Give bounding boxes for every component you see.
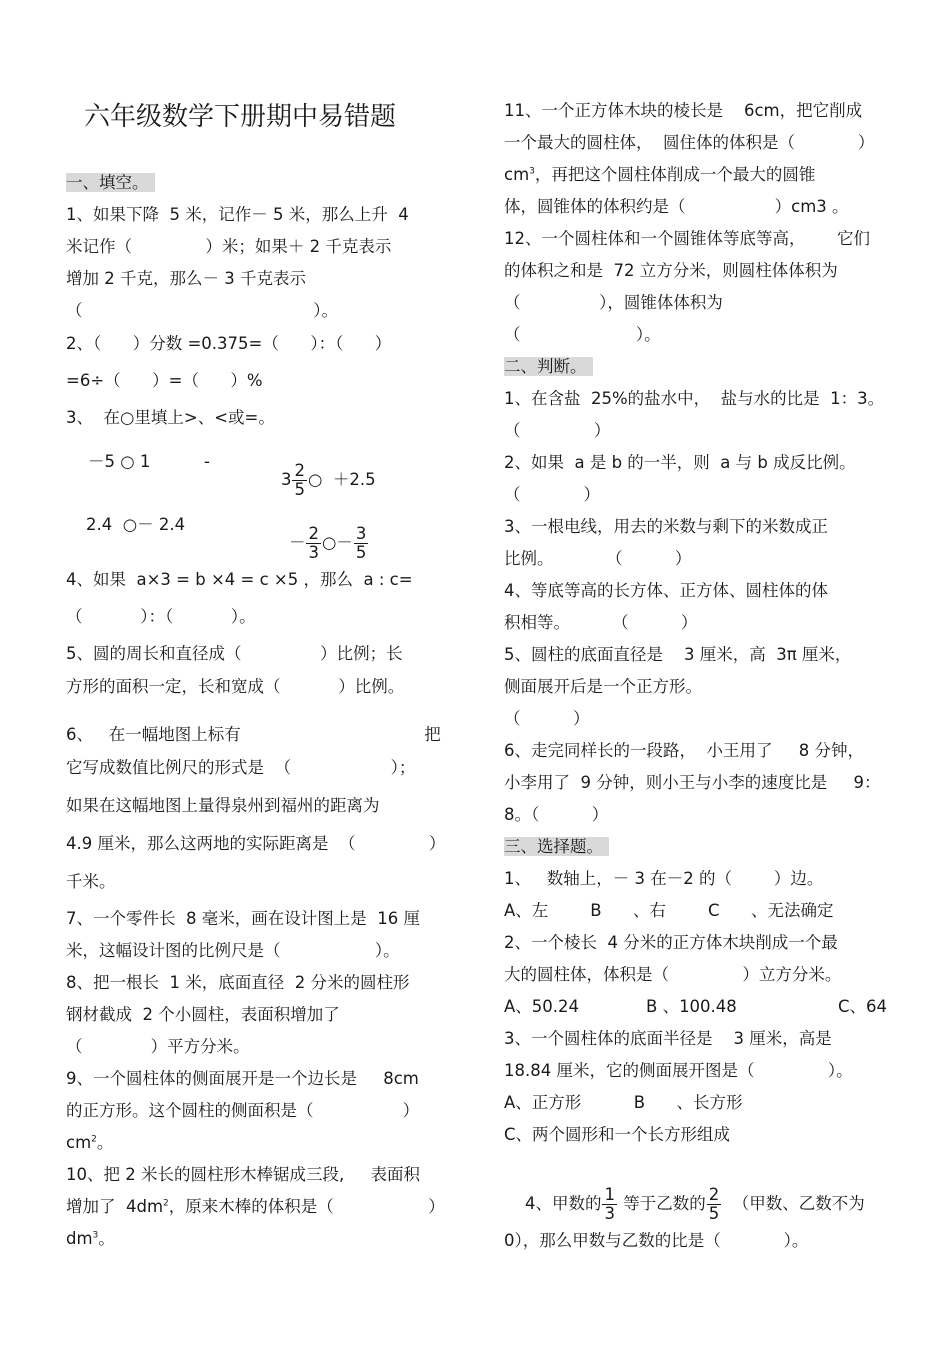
q4-line2: （ ）：（ ）。: [66, 607, 256, 626]
j5-line1: 5、圆柱的底面直径是 3 厘米，高 3π 厘米，: [504, 645, 852, 664]
j1-line2: （ ）: [504, 421, 611, 440]
section-fill-blank: [66, 172, 155, 194]
j2-line1: 2、如果 a 是 b 的一半，则 a 与 b 成反比例。: [504, 453, 856, 472]
section-heading: 一、填空。: [66, 173, 155, 192]
q8-line3: （ ）平方分米。: [66, 1037, 250, 1056]
q1-line1: 1、如果下降 5 米，记作－ 5 米，那么上升 4: [66, 205, 409, 224]
q10-line2: 增加了 $4dm^2$，原来木棒的体积是（ ）: [66, 1197, 445, 1216]
q8-line1: 8、把一根长 1 米，底面直径 2 分米的圆柱形: [66, 973, 410, 992]
c3-line2: 18.84 厘米，它的侧面展开图是（ ）。: [504, 1061, 853, 1080]
j6-line3: 8。（ ）: [504, 805, 609, 824]
q5-line2: 方形的面积一定，长和宽成（ ）比例。: [66, 677, 405, 696]
q10-line3: $dm^3$。: [66, 1229, 115, 1248]
j4-line2: 积相等。 （ ）: [504, 613, 698, 632]
q12-line1: 12、一个圆柱体和一个圆锥体等底等高， 它们: [504, 229, 870, 248]
j3-line1: 3、一根电线，用去的米数与剩下的米数成正: [504, 517, 828, 536]
right-column: [504, 0, 894, 1345]
q9-line2: 的正方形。这个圆柱的侧面积是（ ）: [66, 1101, 420, 1120]
section-choice: [504, 836, 609, 858]
q6-line1: 6、 在一幅地图上标有 把: [66, 725, 441, 744]
q11-line1: 11、一个正方体木块的棱长是 6cm，把它削成: [504, 101, 863, 120]
j4-line1: 4、等底等高的长方体、正方体、圆柱体的体: [504, 581, 828, 600]
j6-line2: 小李用了 9 分钟，则小王与小李的速度比是 9：: [504, 773, 881, 792]
q11-line2: 一个最大的圆柱体， 圆住体的体积是（ ）: [504, 133, 875, 152]
q4-line1: 4、如果 a×3 = b ×4 = c ×5 ，那么 a : c=: [66, 570, 413, 589]
q11-line3: $cm^3$，再把这个圆柱体削成一个最大的圆锥: [504, 165, 816, 184]
q12-line4: （ ）。: [504, 325, 661, 344]
q3-dash: -: [204, 452, 210, 471]
q6-line2: 它写成数值比例尺的形式是 （ ）；: [66, 758, 416, 777]
q2-line1: 2、（ ）分数 =0.375=（ ）：（ ）: [66, 334, 392, 353]
left-column: [66, 0, 466, 1345]
fraction: $\frac{1}{3}$: [604, 1185, 615, 1223]
q6-line5: 千米。: [66, 872, 116, 891]
mixed-whole: 3: [280, 470, 292, 489]
q8-line2: 钢材截成 2 个小圆柱，表面积增加了: [66, 1005, 340, 1024]
q11-line4: 体，圆锥体的体积约是（ ）cm3 。: [504, 197, 849, 216]
c3-line1: 3、一个圆柱体的底面半径是 3 厘米，高是: [504, 1029, 832, 1048]
q6-line3: 如果在这幅地图上量得泉州到福州的距离为: [66, 796, 380, 815]
c1-line1: 1、 数轴上，－ 3 在－2 的（ ）边。: [504, 869, 824, 888]
c4-line2: 0），那么甲数与乙数的比是（ ）。: [504, 1231, 809, 1250]
q7-line1: 7、一个零件长 8 毫米，画在设计图上是 16 厘: [66, 909, 420, 928]
q3-compare-a: －5 ○ 1: [88, 452, 151, 471]
section-judge: [504, 356, 593, 378]
j6-line1: 6、走完同样长的一段路， 小王用了 8 分钟，: [504, 741, 864, 760]
fraction: $\frac{2}{3}$: [308, 524, 319, 562]
page-title: 六年级数学下册期中易错题: [84, 102, 397, 132]
q1-line4: （ ）。: [66, 301, 339, 320]
fraction: $\frac{2}{5}$: [708, 1185, 720, 1223]
section-heading: 二、判断。: [504, 357, 593, 376]
q12-line2: 的体积之和是 72 立方分米，则圆柱体体积为: [504, 261, 838, 280]
q9-line3: $cm^2$。: [66, 1133, 114, 1152]
c1-options: A、左 B 、右 C 、无法确定: [504, 901, 834, 920]
q3-compare-d: － $\frac{2}{3}$ ○－ $\frac{3}{5}$: [288, 524, 367, 562]
c2-option-a: A、50.24: [504, 997, 580, 1016]
fraction: $\frac{3}{5}$: [355, 524, 367, 562]
c3-option-c: C、两个圆形和一个长方形组成: [504, 1125, 731, 1144]
section-heading: 三、选择题。: [504, 837, 609, 856]
c2-line1: 2、一个棱长 4 分米的正方体木块削成一个最: [504, 933, 838, 952]
c2-option-c: C、64: [838, 997, 888, 1016]
q2-line2: =6÷（ ）=（ ）%: [66, 371, 263, 390]
q3-prompt: 3、 在○里填上>、<或=。: [66, 408, 275, 427]
q10-line1: 10、把 2 米长的圆柱形木棒锯成三段, 表面积: [66, 1165, 420, 1184]
j3-line2: 比例。 （ ）: [504, 549, 692, 568]
j5-line2: 侧面展开后是一个正方形。: [504, 677, 702, 696]
c4-line1: 4、甲数的 $\frac{1}{3}$ 等于乙数的 $\frac{2}{5}$ （甲数、乙数不为: [524, 1185, 865, 1223]
c3-options-ab: A、正方形 B 、长方形: [504, 1093, 743, 1112]
q12-line3: （ ），圆锥体体积为: [504, 293, 723, 312]
j5-line3: （ ）: [504, 709, 590, 728]
q5-line1: 5、圆的周长和直径成（ ）比例；长: [66, 644, 403, 663]
fraction: $\frac{2}{5}$: [294, 461, 305, 499]
q9-line1: 9、一个圆柱体的侧面展开是一个边长是 8cm: [66, 1069, 419, 1088]
q6-line4: 4.9 厘米，那么这两地的实际距离是 （ ）: [66, 834, 446, 853]
c2-line2: 大的圆柱体，体积是（ ）立方分米。: [504, 965, 842, 984]
compare-rest: ○ ＋2.5: [307, 470, 376, 489]
q1-line2: 米记作（ ）米；如果＋ 2 千克表示: [66, 237, 392, 256]
q7-line2: 米，这幅设计图的比例尺是（ ）。: [66, 941, 400, 960]
c2-option-b: B 、100.48: [646, 997, 737, 1016]
j2-line2: （ ）: [504, 485, 600, 504]
q3-compare-c: 2.4 ○－ 2.4: [86, 515, 186, 534]
j1-line1: 1、在含盐 25%的盐水中， 盐与水的比是 1：3。: [504, 389, 885, 408]
q1-line3: 增加 2 千克，那么－ 3 千克表示: [66, 269, 306, 288]
